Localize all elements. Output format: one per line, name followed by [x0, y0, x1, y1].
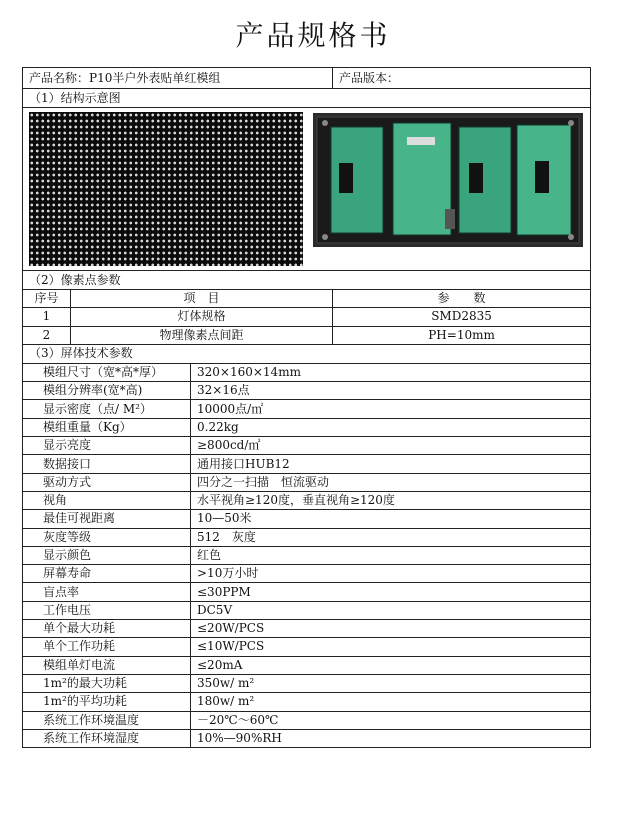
spec-item-value: 红色 — [191, 546, 591, 564]
led-module-back-photo — [313, 113, 583, 247]
spec-item-value: 四分之一扫描 恒流驱动 — [191, 473, 591, 491]
table-row — [23, 437, 591, 455]
spec-item-value: >10万小时 — [191, 565, 591, 583]
table-row — [23, 491, 591, 509]
spec-item-label: 1m²的最大功耗 — [23, 674, 191, 692]
spec-item-label: 显示颜色 — [23, 546, 191, 564]
spec-item-label: 单个工作功耗 — [23, 638, 191, 656]
spec-item-value: 10000点/㎡ — [191, 400, 591, 418]
section3-body — [23, 363, 591, 747]
spec-item-value: 水平视角≥120度，垂直视角≥120度 — [191, 491, 591, 509]
table-row — [23, 382, 591, 400]
product-version-cell: 产品版本： — [333, 68, 591, 89]
table-row — [23, 620, 591, 638]
table-row — [23, 455, 591, 473]
spec-item-value: ≤20W/PCS — [191, 620, 591, 638]
spec-item-label: 1m²的平均功耗 — [23, 693, 191, 711]
product-name-cell: 产品名称：P10半户外表贴单红模组 — [23, 68, 333, 89]
spec-item-label: 显示亮度 — [23, 437, 191, 455]
spec-item-label: 工作电压 — [23, 601, 191, 619]
spec-item-label: 数据接口 — [23, 455, 191, 473]
led-module-front-photo — [29, 112, 303, 266]
table-row — [23, 729, 591, 747]
spec-item-value: 32×16点 — [191, 382, 591, 400]
spec-item-label: 视角 — [23, 491, 191, 509]
col-item: 项 目 — [71, 290, 333, 308]
spec-item-label: 驱动方式 — [23, 473, 191, 491]
section2-title: （2）像素点参数 — [23, 271, 591, 290]
spec-item-value: ≥800cd/㎡ — [191, 437, 591, 455]
table-row — [23, 363, 591, 381]
spec-item-label: 模组尺寸（宽*高*厚） — [23, 363, 191, 381]
spec-item-value: 0.22kg — [191, 418, 591, 436]
spec-item-value: 10%—90%RH — [191, 729, 591, 747]
figure-row — [23, 108, 591, 271]
spec-item-label: 显示密度（点/ M²） — [23, 400, 191, 418]
spec-item-label: 模组分辨率(宽*高) — [23, 382, 191, 400]
spec-item-value: 通用接口HUB12 — [191, 455, 591, 473]
spec-item-value: 512 灰度 — [191, 528, 591, 546]
table-row — [23, 693, 591, 711]
document-title: 产品规格书 — [235, 19, 391, 52]
spec-item-value: ≤20mA — [191, 656, 591, 674]
spec-item-label: 模组单灯电流 — [23, 656, 191, 674]
structure-figures — [29, 112, 584, 266]
spec-item-value: 320×160×14mm — [191, 363, 591, 381]
table-row — [23, 528, 591, 546]
table-row — [23, 418, 591, 436]
spec-item-value: DC5V — [191, 601, 591, 619]
table-row — [23, 583, 591, 601]
table-row — [23, 656, 591, 674]
table-row — [23, 674, 591, 692]
spec-item-value: －20℃～60℃ — [191, 711, 591, 729]
spec-item-label: 模组重量（Kg） — [23, 418, 191, 436]
spec-item-label: 最佳可视距离 — [23, 510, 191, 528]
spec-item-label: 系统工作环境温度 — [23, 711, 191, 729]
table-row — [23, 638, 591, 656]
table-row — [23, 711, 591, 729]
spec-item-value: 10—50米 — [191, 510, 591, 528]
section2-header — [23, 271, 591, 290]
spec-item-label: 灰度等级 — [23, 528, 191, 546]
spec-item-label: 系统工作环境湿度 — [23, 729, 191, 747]
section3-title: （3）屏体技术参数 — [23, 344, 591, 363]
table-row — [23, 510, 591, 528]
header-row — [23, 68, 591, 89]
section1-title: （1）结构示意图 — [23, 89, 591, 108]
section3-header — [23, 344, 591, 363]
section1-header — [23, 89, 591, 108]
table-row: 2 物理像素点间距 PH=10mm — [23, 326, 591, 344]
spec-item-label: 盲点率 — [23, 583, 191, 601]
col-no: 序号 — [23, 290, 71, 308]
spec-item-value: 180w/ m² — [191, 693, 591, 711]
spec-item-value: 350w/ m² — [191, 674, 591, 692]
spec-item-label: 屏幕寿命 — [23, 565, 191, 583]
table-row — [23, 565, 591, 583]
table-row — [23, 601, 591, 619]
col-value: 参 数 — [333, 290, 591, 308]
section2-column-header — [23, 290, 591, 308]
spec-item-label: 单个最大功耗 — [23, 620, 191, 638]
table-row — [23, 546, 591, 564]
spec-table — [22, 67, 591, 748]
table-row — [23, 400, 591, 418]
spec-item-value: ≤30PPM — [191, 583, 591, 601]
table-row — [23, 473, 591, 491]
spec-item-value: ≤10W/PCS — [191, 638, 591, 656]
table-row: 1 灯体规格 SMD2835 — [23, 308, 591, 326]
